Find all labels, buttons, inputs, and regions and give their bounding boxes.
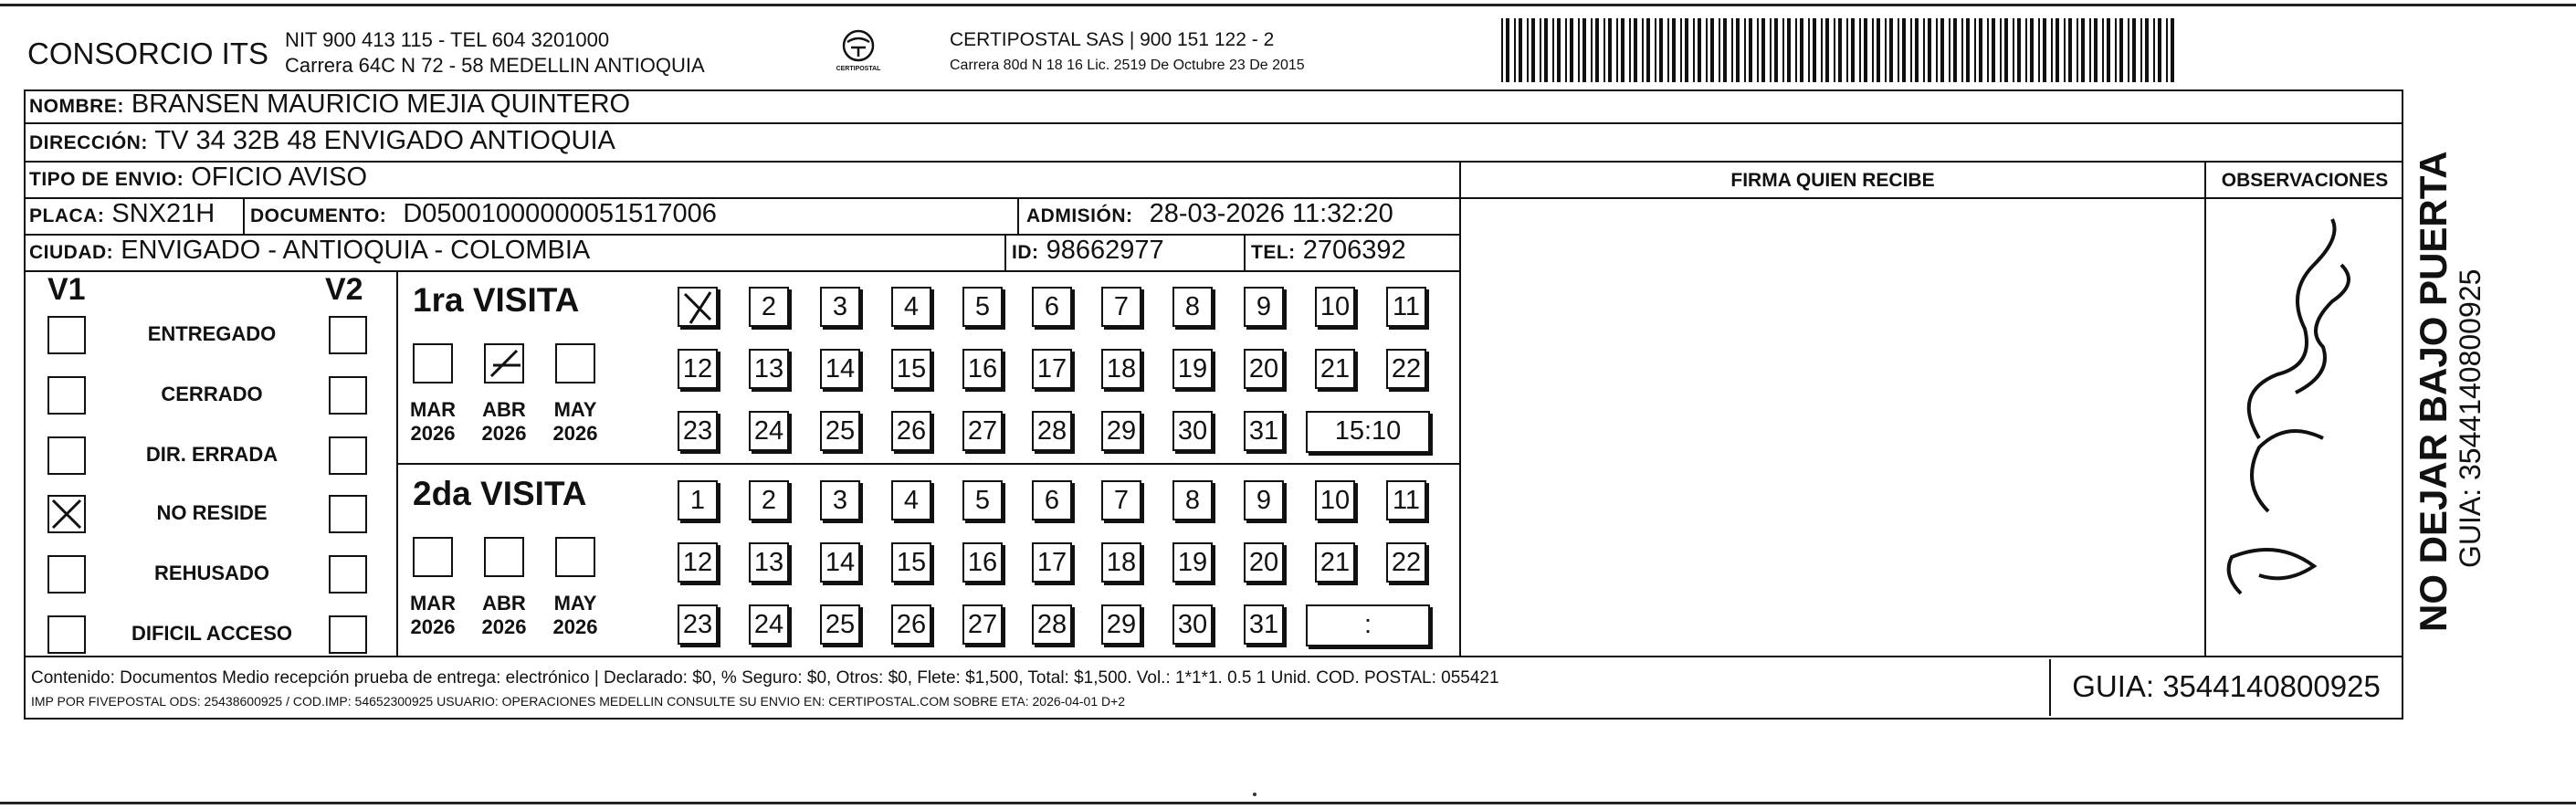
day-10-box[interactable]: 10 — [1315, 480, 1355, 520]
visit-title: 2da VISITA — [413, 475, 587, 512]
day-7-box[interactable]: 7 — [1101, 480, 1141, 520]
brand-name: CONSORCIO ITS — [27, 37, 269, 70]
day-8-box[interactable]: 8 — [1172, 480, 1213, 520]
id-value: 98662977 — [1046, 236, 1164, 265]
v1-checkbox[interactable] — [47, 376, 86, 415]
guide-number: GUIA: 3544140800925 — [2049, 659, 2402, 716]
observations-column-header: OBSERVACIONES — [2221, 170, 2389, 191]
day-31-box[interactable]: 31 — [1244, 411, 1284, 451]
month-name: ABR — [482, 592, 526, 615]
signature-scribble — [2204, 210, 2369, 612]
nit-line: NIT 900 413 115 - TEL 604 3201000 — [285, 28, 610, 51]
day-10-box[interactable]: 10 — [1315, 287, 1355, 327]
courier-info — [950, 27, 1305, 79]
month-checkbox[interactable] — [413, 343, 453, 383]
day-3-box[interactable]: 3 — [820, 480, 860, 520]
day-21-box[interactable]: 21 — [1315, 349, 1355, 389]
month-checkbox[interactable] — [555, 343, 595, 383]
day-13-box[interactable]: 13 — [749, 542, 789, 583]
visit-time-box[interactable]: : — [1306, 604, 1430, 646]
day-26-box[interactable]: 26 — [891, 604, 931, 645]
admission-field: ADMISIÓN: 28-03-2026 11:32:20 — [1026, 199, 1393, 228]
day-13-box[interactable]: 13 — [749, 349, 789, 389]
barcode-icon — [1499, 18, 2181, 82]
v1-checkbox[interactable] — [47, 555, 86, 594]
day-23-box[interactable]: 23 — [678, 411, 718, 451]
v1-checkbox[interactable] — [47, 316, 86, 354]
document-field: DOCUMENTO: D05001000000051517006 — [250, 199, 717, 228]
month-checkbox[interactable] — [413, 537, 453, 577]
day-11-box[interactable]: 11 — [1386, 287, 1426, 327]
status-label: ENTREGADO — [147, 322, 277, 345]
month-year: 2026 — [410, 615, 456, 638]
day-29-box[interactable]: 29 — [1101, 604, 1141, 645]
shipment-type-value: OFICIO AVISO — [191, 163, 368, 192]
day-2-box[interactable]: 2 — [749, 287, 789, 327]
day-29-box[interactable]: 29 — [1101, 411, 1141, 451]
day-3-box[interactable]: 3 — [820, 287, 860, 327]
month-checkbox[interactable] — [484, 537, 524, 577]
day-16-box[interactable]: 16 — [962, 349, 1003, 389]
month-year: 2026 — [410, 422, 456, 445]
day-9-box[interactable]: 9 — [1244, 287, 1284, 327]
day-12-box[interactable]: 12 — [678, 349, 718, 389]
city-field: CIUDAD: ENVIGADO - ANTIOQUIA - COLOMBIA — [29, 236, 591, 265]
day-28-box[interactable]: 28 — [1032, 604, 1072, 645]
status-label: DIR. ERRADA — [145, 443, 279, 466]
day-24-box[interactable]: 24 — [749, 411, 789, 451]
day-23-box[interactable]: 23 — [678, 604, 718, 645]
day-28-box[interactable]: 28 — [1032, 411, 1072, 451]
day-22-box[interactable]: 22 — [1386, 349, 1426, 389]
day-27-box[interactable]: 27 — [962, 411, 1003, 451]
day-26-box[interactable]: 26 — [891, 411, 931, 451]
day-9-box[interactable]: 9 — [1244, 480, 1284, 520]
side-notice-line1: NO DEJAR BAJO PUERTA — [2412, 151, 2455, 632]
day-25-box[interactable]: 25 — [820, 411, 860, 451]
admission-value: 28-03-2026 11:32:20 — [1149, 199, 1393, 228]
month-year: 2026 — [552, 422, 598, 445]
month-name: MAY — [553, 592, 597, 615]
day-15-box[interactable]: 15 — [891, 542, 931, 583]
status-label: NO RESIDE — [156, 501, 268, 524]
company-info — [285, 27, 705, 79]
side-notice — [2413, 151, 2487, 632]
city-value: ENVIGADO - ANTIOQUIA - COLOMBIA — [121, 236, 591, 265]
month-label — [477, 398, 531, 446]
courier-line1: CERTIPOSTAL SAS | 900 151 122 - 2 — [950, 29, 1275, 50]
tel-value: 2706392 — [1302, 236, 1406, 265]
day-7-box[interactable]: 7 — [1101, 287, 1141, 327]
courier-line2: Carrera 80d N 18 16 Lic. 2519 De Octubre 23 De 2015 — [950, 58, 1305, 73]
content-summary: Contenido: Documentos Medio recepción prueba de entrega: electrónico | Declarado: $0, % Seguro: $0, Otros: $0, Flete: $1,500, Total: $1,500. Vol.: 1*1*1. 0.5 1 Unid. COD. POSTAL: 055421 — [31, 668, 1499, 688]
day-31-box[interactable]: 31 — [1244, 604, 1284, 645]
recipient-address: DIRECCIÓN: TV 34 32B 48 ENVIGADO ANTIOQUIA — [29, 126, 615, 155]
recipient-address-value: TV 34 32B 48 ENVIGADO ANTIOQUIA — [154, 126, 615, 155]
day-4-box[interactable]: 4 — [891, 480, 931, 520]
day-15-box[interactable]: 15 — [891, 349, 931, 389]
day-27-box[interactable]: 27 — [962, 604, 1003, 645]
id-field: ID: 98662977 — [1012, 236, 1164, 265]
side-notice-line2: GUIA: 3544140800925 — [2454, 268, 2487, 568]
month-year: 2026 — [481, 422, 527, 445]
day-20-box[interactable]: 20 — [1244, 349, 1284, 389]
day-17-box[interactable]: 17 — [1032, 542, 1072, 583]
month-name: MAR — [409, 592, 457, 615]
month-checkbox[interactable] — [484, 343, 524, 383]
address-line: Carrera 64C N 72 - 58 MEDELLIN ANTIOQUIA — [285, 54, 705, 77]
visit-title: 1ra VISITA — [413, 281, 580, 319]
v1-checkbox[interactable] — [47, 615, 86, 654]
day-21-box[interactable]: 21 — [1315, 542, 1355, 583]
day-5-box[interactable]: 5 — [962, 480, 1003, 520]
v2-checkbox[interactable] — [329, 436, 367, 475]
tel-field: TEL: 2706392 — [1251, 236, 1406, 265]
day-22-box[interactable]: 22 — [1386, 542, 1426, 583]
month-label — [548, 592, 603, 639]
status-label: REHUSADO — [154, 562, 269, 584]
v1-checkbox[interactable] — [47, 495, 86, 533]
v2-checkbox[interactable] — [329, 555, 367, 594]
day-20-box[interactable]: 20 — [1244, 542, 1284, 583]
signature-column-header: FIRMA QUIEN RECIBE — [1730, 170, 1935, 191]
v1-header: V1 — [47, 272, 86, 307]
plate-field: PLACA: SNX21H — [29, 199, 216, 228]
logo-text: CERTIPOSTAL — [836, 66, 881, 72]
day-24-box[interactable]: 24 — [749, 604, 789, 645]
plate-value: SNX21H — [111, 199, 216, 228]
bottom-rule — [0, 802, 2576, 804]
day-14-box[interactable]: 14 — [820, 349, 860, 389]
month-name: ABR — [482, 398, 526, 421]
top-rule — [0, 4, 2576, 6]
day-30-box[interactable]: 30 — [1172, 411, 1213, 451]
day-2-box[interactable]: 2 — [749, 480, 789, 520]
shipment-type: TIPO DE ENVIO: OFICIO AVISO — [29, 163, 368, 192]
status-label: DIFICIL ACCESO — [131, 622, 292, 645]
day-5-box[interactable]: 5 — [962, 287, 1003, 327]
dot-mark — [1253, 793, 1256, 796]
month-name: MAY — [553, 398, 597, 421]
month-year: 2026 — [481, 615, 527, 638]
day-19-box[interactable]: 19 — [1172, 349, 1213, 389]
month-name: MAR — [409, 398, 457, 421]
day-16-box[interactable]: 16 — [962, 542, 1003, 583]
day-6-box[interactable]: 6 — [1032, 287, 1072, 327]
v1-checkbox[interactable] — [47, 436, 86, 475]
month-label — [548, 398, 603, 446]
day-14-box[interactable]: 14 — [820, 542, 860, 583]
day-11-box[interactable]: 11 — [1386, 480, 1426, 520]
day-1-box[interactable]: 1 — [678, 480, 718, 520]
document-value: D05001000000051517006 — [403, 199, 717, 228]
visit-time-box[interactable]: 15:10 — [1306, 411, 1430, 453]
month-label — [477, 592, 531, 639]
month-label — [405, 398, 460, 446]
day-8-box[interactable]: 8 — [1172, 287, 1213, 327]
day-6-box[interactable]: 6 — [1032, 480, 1072, 520]
day-18-box[interactable]: 18 — [1101, 542, 1141, 583]
day-4-box[interactable]: 4 — [891, 287, 931, 327]
day-1-box[interactable] — [678, 287, 718, 327]
day-12-box[interactable]: 12 — [678, 542, 718, 583]
v2-header: V2 — [325, 272, 363, 307]
day-19-box[interactable]: 19 — [1172, 542, 1213, 583]
day-25-box[interactable]: 25 — [820, 604, 860, 645]
month-label — [405, 592, 460, 639]
day-30-box[interactable]: 30 — [1172, 604, 1213, 645]
month-year: 2026 — [552, 615, 598, 638]
v2-checkbox[interactable] — [329, 376, 367, 415]
print-info: IMP POR FIVEPOSTAL ODS: 25438600925 / COD.IMP: 54652300925 USUARIO: OPERACIONES MEDELLIN CONSULTE SU ENVIO EN: CERTIPOSTAL.COM SOBRE ETA: 2026-04-01 D+2 — [31, 694, 1126, 709]
day-18-box[interactable]: 18 — [1101, 349, 1141, 389]
day-17-box[interactable]: 17 — [1032, 349, 1072, 389]
v2-checkbox[interactable] — [329, 316, 367, 354]
v2-checkbox[interactable] — [329, 615, 367, 654]
recipient-name: NOMBRE: BRANSEN MAURICIO MEJIA QUINTERO — [29, 89, 631, 119]
certipostal-logo-icon — [831, 27, 886, 78]
month-checkbox[interactable] — [555, 537, 595, 577]
v2-checkbox[interactable] — [329, 495, 367, 533]
status-label: CERRADO — [161, 383, 263, 405]
recipient-name-value: BRANSEN MAURICIO MEJIA QUINTERO — [131, 89, 631, 119]
